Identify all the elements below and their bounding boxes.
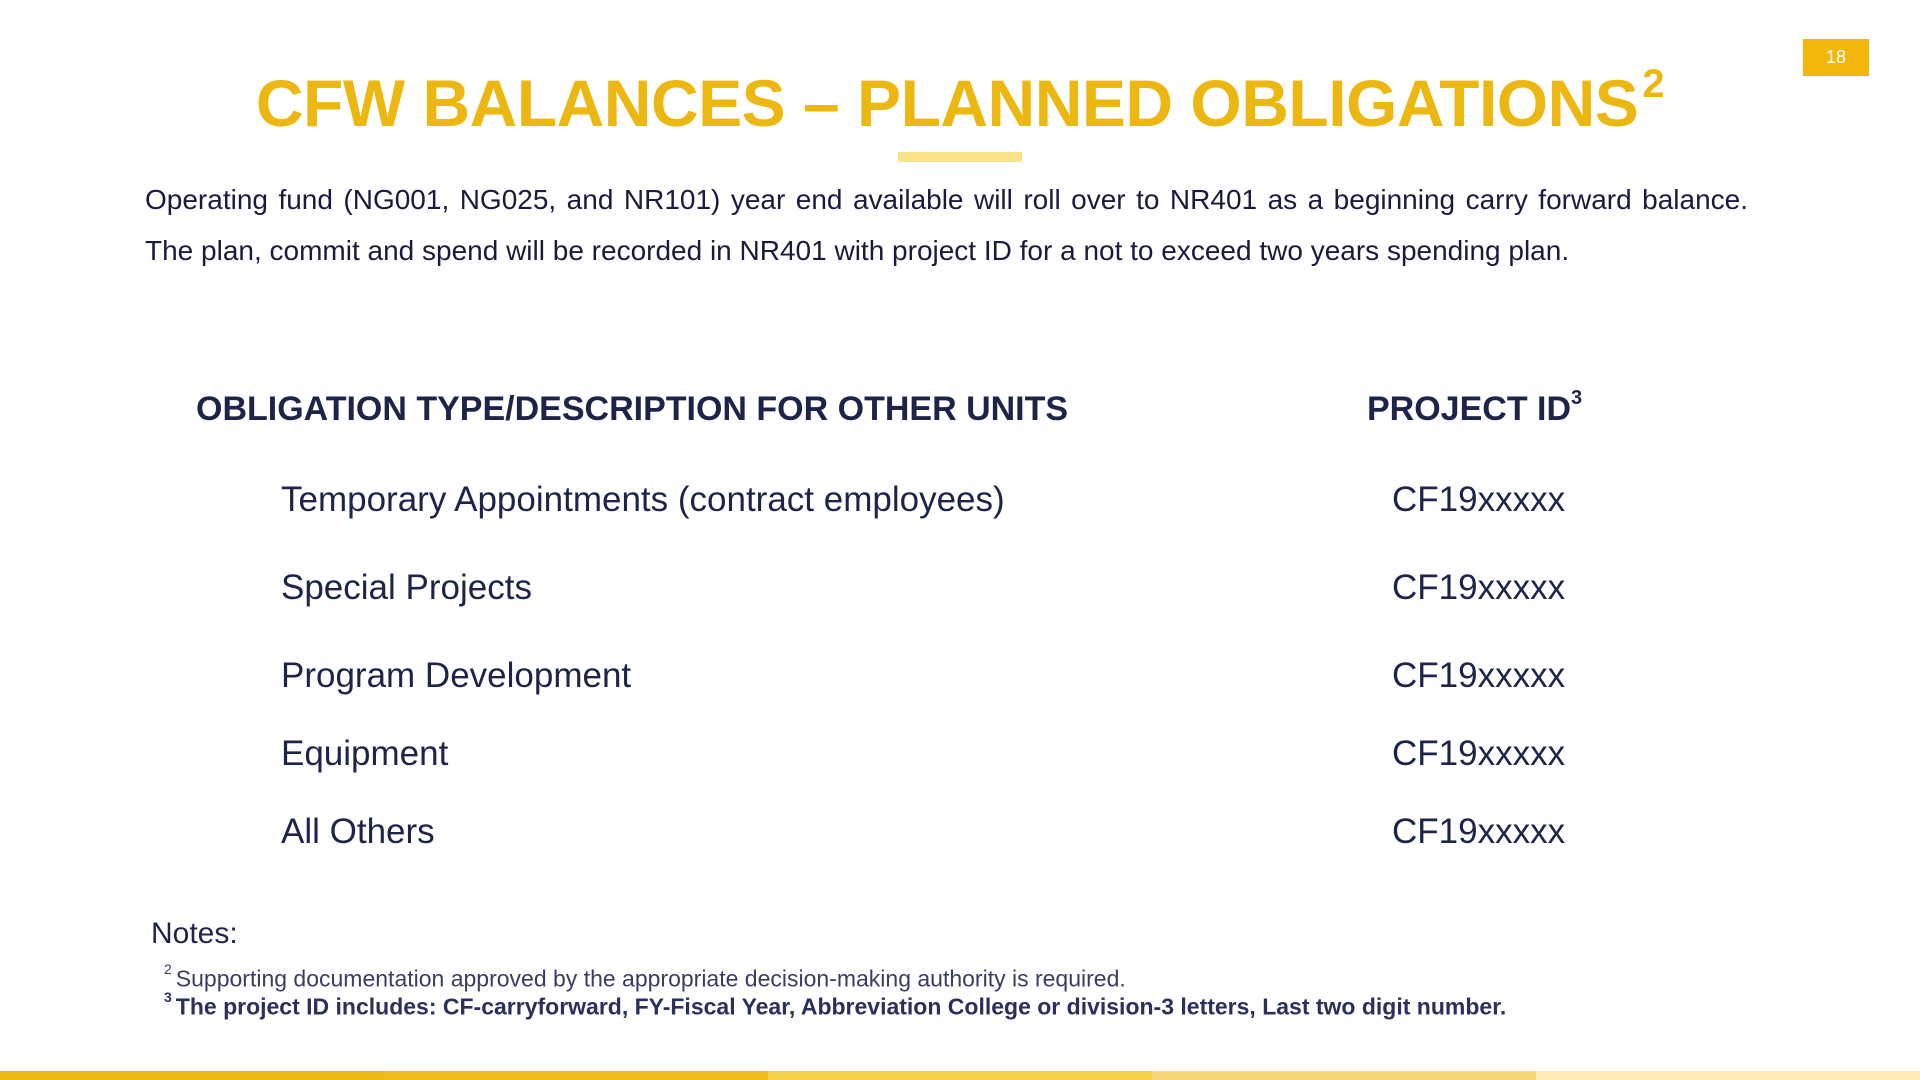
- bottom-bar-segment: [0, 1071, 384, 1080]
- header-project-id-label: PROJECT ID: [1367, 390, 1572, 428]
- row-4-label: All Others: [281, 812, 435, 851]
- row-0-project-id: CF19xxxxx: [1392, 480, 1566, 519]
- row-1-project-id: CF19xxxxx: [1392, 568, 1566, 607]
- title-footnote-marker: 2: [1642, 62, 1665, 106]
- note-2-text: Supporting documentation approved by the appropriate decision-making authority is required.: [175, 965, 1126, 992]
- row-3-label: Equipment: [281, 734, 449, 773]
- bottom-accent-bar: [0, 1071, 1920, 1080]
- note-3-marker: 3: [164, 989, 172, 1005]
- bottom-bar-segment: [1536, 1071, 1920, 1080]
- row-2-label: Program Development: [281, 656, 632, 695]
- row-2-project-id: CF19xxxxx: [1392, 656, 1566, 695]
- notes-heading: Notes:: [151, 917, 238, 950]
- bottom-bar-segment: [384, 1071, 768, 1080]
- note-2-marker: 2: [164, 961, 172, 977]
- page-number: 18: [1825, 47, 1847, 67]
- row-4-project-id: CF19xxxxx: [1392, 812, 1566, 851]
- header-obligation-type: OBLIGATION TYPE/DESCRIPTION FOR OTHER UNITS: [196, 390, 1069, 428]
- intro-paragraph: Operating fund (NG001, NG025, and NR101) year end available will roll over to NR401 as a beginning carry forward balance. The plan, commit and spend will be recorded in NR401 with project ID for a not to exceed two years spending plan.: [145, 184, 1748, 266]
- title-underline-accent: [898, 152, 1022, 162]
- header-project-id: [1367, 386, 1583, 429]
- note-2: [164, 961, 1126, 993]
- row-0-label: Temporary Appointments (contract employees): [281, 480, 1005, 519]
- bottom-bar-segment: [768, 1071, 1152, 1080]
- page-title-text: CFW BALANCES – PLANNED OBLIGATIONS: [255, 66, 1639, 140]
- note-3: [164, 989, 1507, 1021]
- row-3-project-id: CF19xxxxx: [1392, 734, 1566, 773]
- bottom-bar-segment: [1152, 1071, 1536, 1080]
- header-project-id-footnote-marker: 3: [1571, 386, 1583, 409]
- page-title: [0, 50, 1920, 143]
- row-1-label: Special Projects: [281, 568, 532, 607]
- note-3-text: The project ID includes: CF-carryforward, FY-Fiscal Year, Abbreviation College or division-3 letters, Last two digit number.: [175, 993, 1507, 1020]
